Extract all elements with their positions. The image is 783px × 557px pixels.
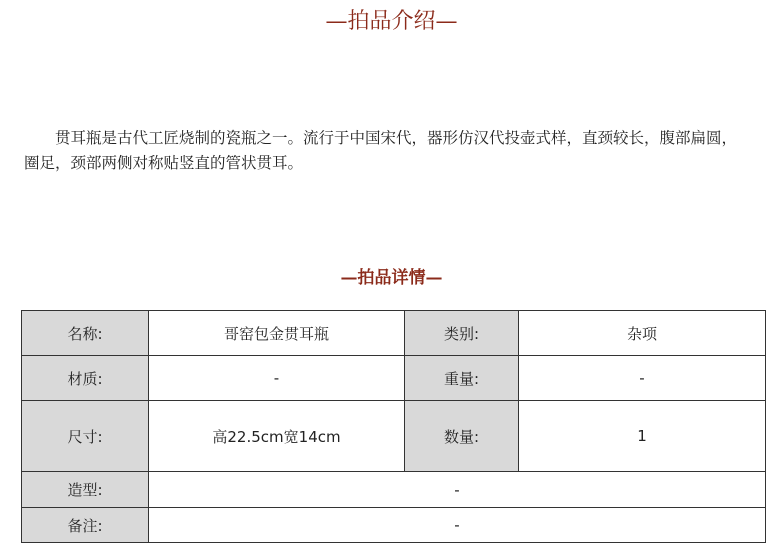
table-row [22, 508, 766, 543]
table-row [22, 401, 766, 472]
remarks-label: 备注: [22, 508, 149, 543]
intro-paragraph: 贯耳瓶是古代工匠烧制的瓷瓶之一。流行于中国宋代，器形仿汉代投壶式样，直颈较长，腹部扁圆，圈足，颈部两侧对称贴竖直的管状贯耳。 [24, 129, 738, 172]
material-label: 材质: [22, 356, 149, 401]
shape-value: - [149, 472, 766, 508]
table-row [22, 356, 766, 401]
size-label: 尺寸: [22, 401, 149, 472]
category-label: 类别: [405, 311, 519, 356]
intro-title: —拍品介绍— [325, 9, 458, 34]
shape-label: 造型: [22, 472, 149, 508]
table-row [22, 472, 766, 508]
table-row [22, 311, 766, 356]
quantity-label: 数量: [405, 401, 519, 472]
details-table [21, 310, 766, 543]
material-value: - [149, 356, 405, 401]
details-title: —拍品详情— [340, 268, 443, 288]
category-value: 杂项 [519, 311, 766, 356]
name-value: 哥窑包金贯耳瓶 [149, 311, 405, 356]
quantity-value: 1 [519, 401, 766, 472]
remarks-value: - [149, 508, 766, 543]
name-label: 名称: [22, 311, 149, 356]
size-value: 高22.5cm宽14cm [149, 401, 405, 472]
weight-label: 重量: [405, 356, 519, 401]
weight-value: - [519, 356, 766, 401]
